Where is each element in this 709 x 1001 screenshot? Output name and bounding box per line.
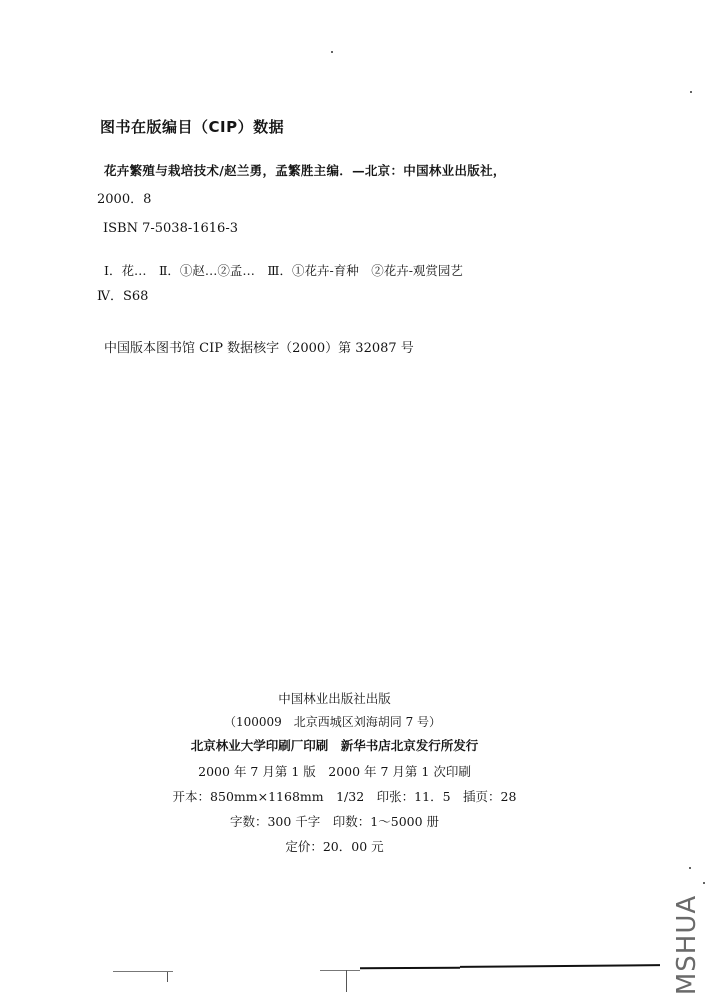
imprint-address: （100009 北京西城区刘海胡同 7 号）	[223, 715, 442, 729]
scan-speck	[690, 91, 692, 93]
imprint-publisher: 中国林业出版社出版	[278, 691, 391, 706]
scan-rule	[460, 964, 660, 968]
scan-speck	[331, 51, 333, 53]
imprint-edition: 2000 年 7 月第 1 版 2000 年 7 月第 1 次印刷	[198, 764, 471, 779]
cip-heading: 图书在版编目（CIP）数据	[100, 118, 285, 136]
imprint-format: 开本：850mm×1168mm 1/32 印张：11．5 插页：28	[172, 789, 517, 804]
scan-rule	[360, 967, 460, 970]
imprint-printer-distributor: 北京林业大学印刷厂印刷 新华书店北京发行所发行	[190, 738, 479, 753]
scan-tick	[346, 970, 347, 992]
imprint-price: 定价：20．00 元	[285, 839, 384, 854]
imprint-counts: 字数：300 千字 印数：1～5000 册	[229, 814, 440, 829]
scan-rule	[320, 970, 360, 971]
scan-speck	[703, 882, 705, 884]
watermark	[672, 895, 702, 995]
scan-tick	[167, 972, 168, 982]
scan-speck	[689, 867, 691, 869]
scan-rule	[113, 971, 173, 972]
cip-date-line: 2000．8	[97, 192, 152, 207]
cip-title-line: 花卉繁殖与栽培技术/赵兰勇，孟繁胜主编．—北京：中国林业出版社，	[104, 163, 506, 178]
cip-isbn-line: ISBN 7-5038-1616-3	[103, 221, 238, 236]
cip-verification-line: 中国版本图书馆 CIP 数据核字（2000）第 32087 号	[104, 341, 414, 356]
cip-subject-line: Ⅰ．花… Ⅱ．①赵…②孟… Ⅲ．①花卉-育种 ②花卉-观赏园艺	[104, 263, 463, 278]
cip-class-line: Ⅳ．S68	[97, 289, 149, 304]
watermark-text: MSHUA	[672, 894, 702, 996]
